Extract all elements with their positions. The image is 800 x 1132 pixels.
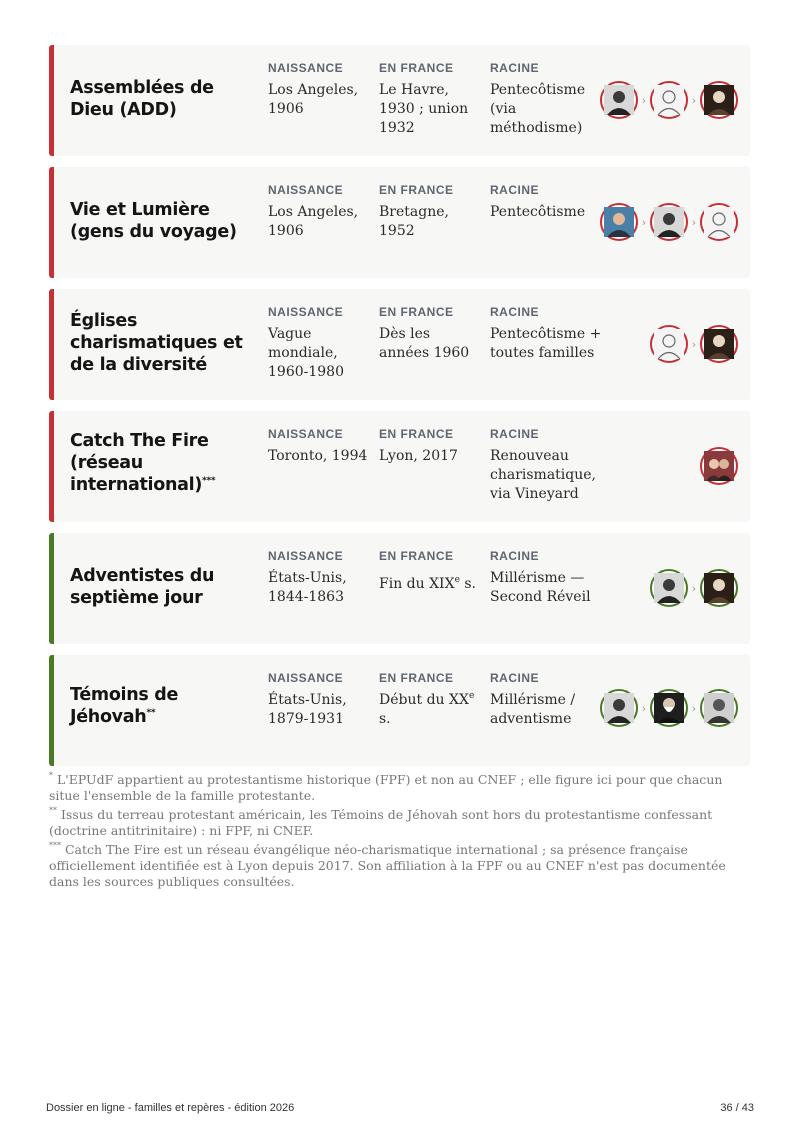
value-naissance: Vague mondiale, 1960-1980 [268,326,344,380]
chevron-right-icon: › [691,581,697,595]
label-en-france: EN FRANCE [379,183,454,197]
label-en-france: EN FRANCE [379,427,454,441]
value-racine: Millérisme / adventisme [490,692,576,727]
portrait-color-icon [600,203,638,241]
chevron-right-icon: › [691,701,697,715]
footnote-mark: ** [146,708,156,718]
lineage-avatars [650,325,738,363]
portrait-icon [650,203,688,241]
label-naissance: NAISSANCE [268,549,344,563]
label-naissance: NAISSANCE [268,427,344,441]
portrait-sketch-icon [650,81,688,119]
footnote: ** Issus du terreau protestant américain, les Témoins de Jéhovah sont hors du protestantisme confessant (doctrine antitrinitaire) : ni FPF, ni CNEF. [49,806,713,838]
value-en-france: Début du XXe s. [379,691,475,727]
portrait-painting-icon [700,81,738,119]
chevron-right-icon: › [691,337,697,351]
value-racine: Pentecôtisme + toutes familles [490,326,602,361]
card-temoins-de-jehovah [49,655,750,766]
label-racine: RACINE [490,549,540,563]
footer-document-title: Dossier en ligne - familles et repères - édition 2026 [46,1102,295,1114]
card-eglises-charismatiques [49,289,750,400]
label-naissance: NAISSANCE [268,61,344,75]
value-naissance: États-Unis, 1844-1863 [268,570,347,605]
value-naissance: Los Angeles, 1906 [268,82,359,117]
chevron-right-icon: › [691,215,697,229]
card-vie-et-lumiere [49,167,750,278]
portrait-painting-icon [700,569,738,607]
portrait-sketch-icon [650,325,688,363]
label-en-france: EN FRANCE [379,305,454,319]
page-number: 36 / 43 [720,1102,754,1114]
label-naissance: NAISSANCE [268,183,344,197]
lineage-avatars [600,689,738,727]
lineage-avatars [600,81,738,119]
card-assemblees-de-dieu [49,45,750,156]
chevron-right-icon: › [641,215,647,229]
card-adventistes [49,533,750,644]
value-en-france: Lyon, 2017 [379,448,458,464]
label-racine: RACINE [490,671,540,685]
chevron-right-icon: › [641,701,647,715]
portrait-icon [700,689,738,727]
label-en-france: EN FRANCE [379,61,454,75]
label-racine: RACINE [490,427,540,441]
card-title: Assemblées de Dieu (ADD) [70,78,214,120]
value-racine: Pentecôtisme (via méthodisme) [490,82,586,136]
portrait-bearded-icon [650,689,688,727]
value-en-france: Bretagne, 1952 [379,204,449,239]
card-title: Catch The Fire (réseau international)*** [70,431,216,495]
lineage-avatars [650,569,738,607]
lineage-avatars [700,447,738,485]
card-catch-the-fire [49,411,750,522]
card-title: Témoins de Jéhovah** [70,685,179,727]
portrait-sketch-icon [700,203,738,241]
chevron-right-icon: › [691,93,697,107]
footnote-mark: *** [202,476,216,486]
portrait-painting-icon [700,325,738,363]
label-racine: RACINE [490,305,540,319]
portrait-icon [650,569,688,607]
value-racine: Renouveau charismatique, via Vineyard [490,448,596,502]
value-en-france: Fin du XIXe s. [379,575,476,592]
label-racine: RACINE [490,61,540,75]
portrait-icon [600,689,638,727]
footnote: * L'EPUdF appartient au protestantisme historique (FPF) et non au CNEF ; elle figure ici pour que chacun situe l'ensemble de la famille protestante. [49,771,723,803]
card-title: Vie et Lumière (gens du voyage) [70,200,237,242]
value-racine: Pentecôtisme [490,204,586,220]
label-naissance: NAISSANCE [268,671,344,685]
label-en-france: EN FRANCE [379,671,454,685]
portrait-icon [600,81,638,119]
label-naissance: NAISSANCE [268,305,344,319]
label-racine: RACINE [490,183,540,197]
chevron-right-icon: › [641,93,647,107]
value-naissance: États-Unis, 1879-1931 [268,692,347,727]
value-naissance: Toronto, 1994 [268,448,368,464]
value-racine: Millérisme — Second Réveil [490,570,591,605]
value-naissance: Los Angeles, 1906 [268,204,359,239]
lineage-avatars [600,203,738,241]
footnote: *** Catch The Fire est un réseau évangélique néo-charismatique international ; sa présence française officiellement identifiée est à Lyon depuis 2017. Son affiliation à la FPF ou au CNEF n'est pas documentée dans les sources publiques consultées. [49,841,726,889]
value-en-france: Le Havre, 1930 ; union 1932 [379,82,469,136]
label-en-france: EN FRANCE [379,549,454,563]
footnotes [49,772,749,893]
card-title: Églises charismatiques et de la diversité [70,311,243,375]
value-en-france: Dès les années 1960 [379,326,470,361]
couple-photo-icon [700,447,738,485]
card-title: Adventistes du septième jour [70,566,215,608]
